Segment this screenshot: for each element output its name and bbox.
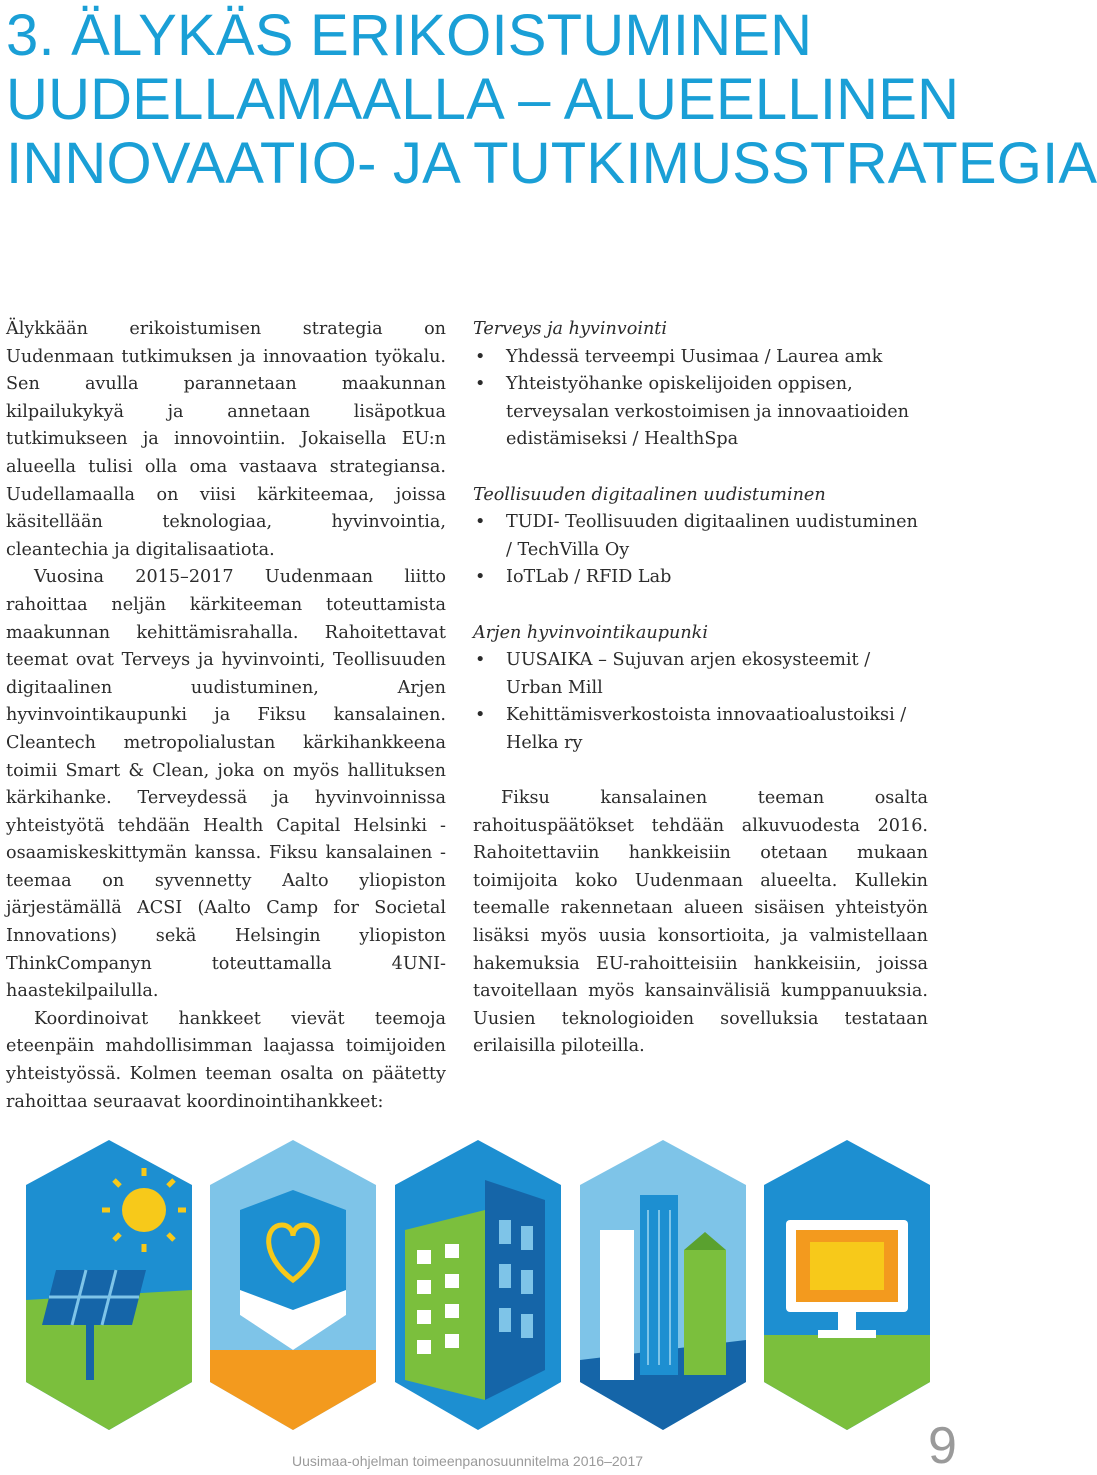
section-city <box>473 620 928 758</box>
project-list <box>473 647 928 757</box>
bullet-icon: • <box>475 705 486 726</box>
project-list <box>473 509 928 592</box>
list-item-text: TUDI- Teollisuuden digitaalinen uudistuminen / TechVilla Oy <box>506 512 918 560</box>
monitor-icon <box>764 1140 930 1430</box>
list-item <box>473 344 928 372</box>
bullet-icon: • <box>475 374 486 395</box>
list-item <box>473 647 928 702</box>
list-item-text: Yhteistyöhanke opiskelijoiden oppisen, terveysalan verkostoimisen ja innovaatioiden edistämiseksi / HealthSpa <box>506 374 910 450</box>
title-line-3: INNOVAATIO- JA TUTKIMUSSTRATEGIA <box>6 131 1097 196</box>
footer-text: Uusimaa-ohjelman toimeenpanosuunnitelma 2016–2017 <box>292 1453 644 1469</box>
list-item <box>473 371 928 454</box>
section-heading: Teollisuuden digitaalinen uudistuminen <box>473 484 826 505</box>
theme-icons <box>0 1128 960 1438</box>
title-line-2: UUDELLAMAALLA – ALUEELLINEN <box>6 67 960 132</box>
list-item <box>473 564 928 592</box>
section-industry <box>473 482 928 592</box>
bullet-icon: • <box>475 512 486 533</box>
solar-panel-icon <box>26 1140 192 1430</box>
bullet-icon: • <box>475 346 486 367</box>
bullet-icon: • <box>475 567 486 588</box>
city-skyline-icon <box>580 1140 746 1430</box>
list-item <box>473 509 928 564</box>
heart-shield-icon <box>210 1140 376 1430</box>
intro-paragraph: Älykkään erikoistumisen strategia on Uudenmaan tutkimuksen ja innovaation työkalu. Sen avulla parannetaan maakunnan kilpailukykyä ja annetaan lisäpotkua tutkimukseen ja innovointiin. Jokaisella EU:n alueella tulisi olla oma vastaava strategiansa. Uudellamaalla on viisi kärkiteemaa, joissa käsitellään teknologiaa, hyvinvointia, cleantechia ja digitalisaatiota. <box>6 319 446 560</box>
building-icon <box>395 1140 561 1430</box>
page-title <box>6 3 1097 196</box>
list-item-text: UUSAIKA – Sujuvan arjen ekosysteemit / Urban Mill <box>506 650 871 698</box>
coordination-paragraph: Koordinoivat hankkeet vievät teemoja eteenpäin mahdollisimman laajassa toimijoiden yhteistyössä. Kolmen teeman osalta on päätetty rahoittaa seuraavat koordinointihankkeet: <box>6 1008 446 1112</box>
section-heading: Terveys ja hyvinvointi <box>473 319 667 339</box>
list-item-text: Yhdessä terveempi Uusimaa / Laurea amk <box>506 346 883 367</box>
list-item-text: IoTLab / RFID Lab <box>506 567 672 588</box>
left-column <box>6 316 446 1116</box>
right-column <box>473 316 928 1061</box>
smart-citizen-paragraph: Fiksu kansalainen teeman osalta rahoituspäätökset tehdään alkuvuodesta 2016. Rahoitettaviin hankkeisiin otetaan mukaan toimijoita koko Uudenmaan alueelta. Kullekin teemalle rakennetaan alueen sisäisen yhteistyön lisäksi myös uusia konsortioita, ja valmistellaan hakemuksia EU-rahoitteisiin hankkeisiin, joissa tavoitellaan myös kansainvälisiä kumppanuuksia. Uusien teknologioiden sovelluksia testataan erilaisilla piloteilla. <box>473 788 928 1057</box>
project-list <box>473 344 928 454</box>
section-health <box>473 316 928 454</box>
page-number: 9 <box>928 1417 957 1475</box>
funding-paragraph: Vuosina 2015–2017 Uudenmaan liitto rahoittaa neljän kärkiteeman toteuttamista maakunnan kehittämisrahalla. Rahoitettavat teemat ovat Terveys ja hyvinvointi, Teollisuuden digitaalinen uudistuminen, Arjen hyvinvointikaupunki ja Fiksu kansalainen. Cleantech metropolialustan kärkihankkeena toimii Smart & Clean, joka on myös hallituksen kärkihanke. Terveydessä ja hyvinvoinnissa yhteistyötä tehdään Health Capital Helsinki -osaamiskeskittymän kanssa. Fiksu kansalainen -teemaa on syvennetty Aalto yliopiston järjestämällä ACSI (Aalto Camp for Societal Innovations) sekä Helsingin yliopiston ThinkCompanyn toteuttamalla 4UNI-haastekilpailulla. <box>6 567 446 1002</box>
list-item <box>473 702 928 757</box>
list-item-text: Kehittämisverkostoista innovaatioalustoiksi / Helka ry <box>506 705 907 753</box>
section-heading: Arjen hyvinvointikaupunki <box>473 622 708 643</box>
title-line-1: 3. ÄLYKÄS ERIKOISTUMINEN <box>6 3 813 68</box>
bullet-icon: • <box>475 650 486 671</box>
